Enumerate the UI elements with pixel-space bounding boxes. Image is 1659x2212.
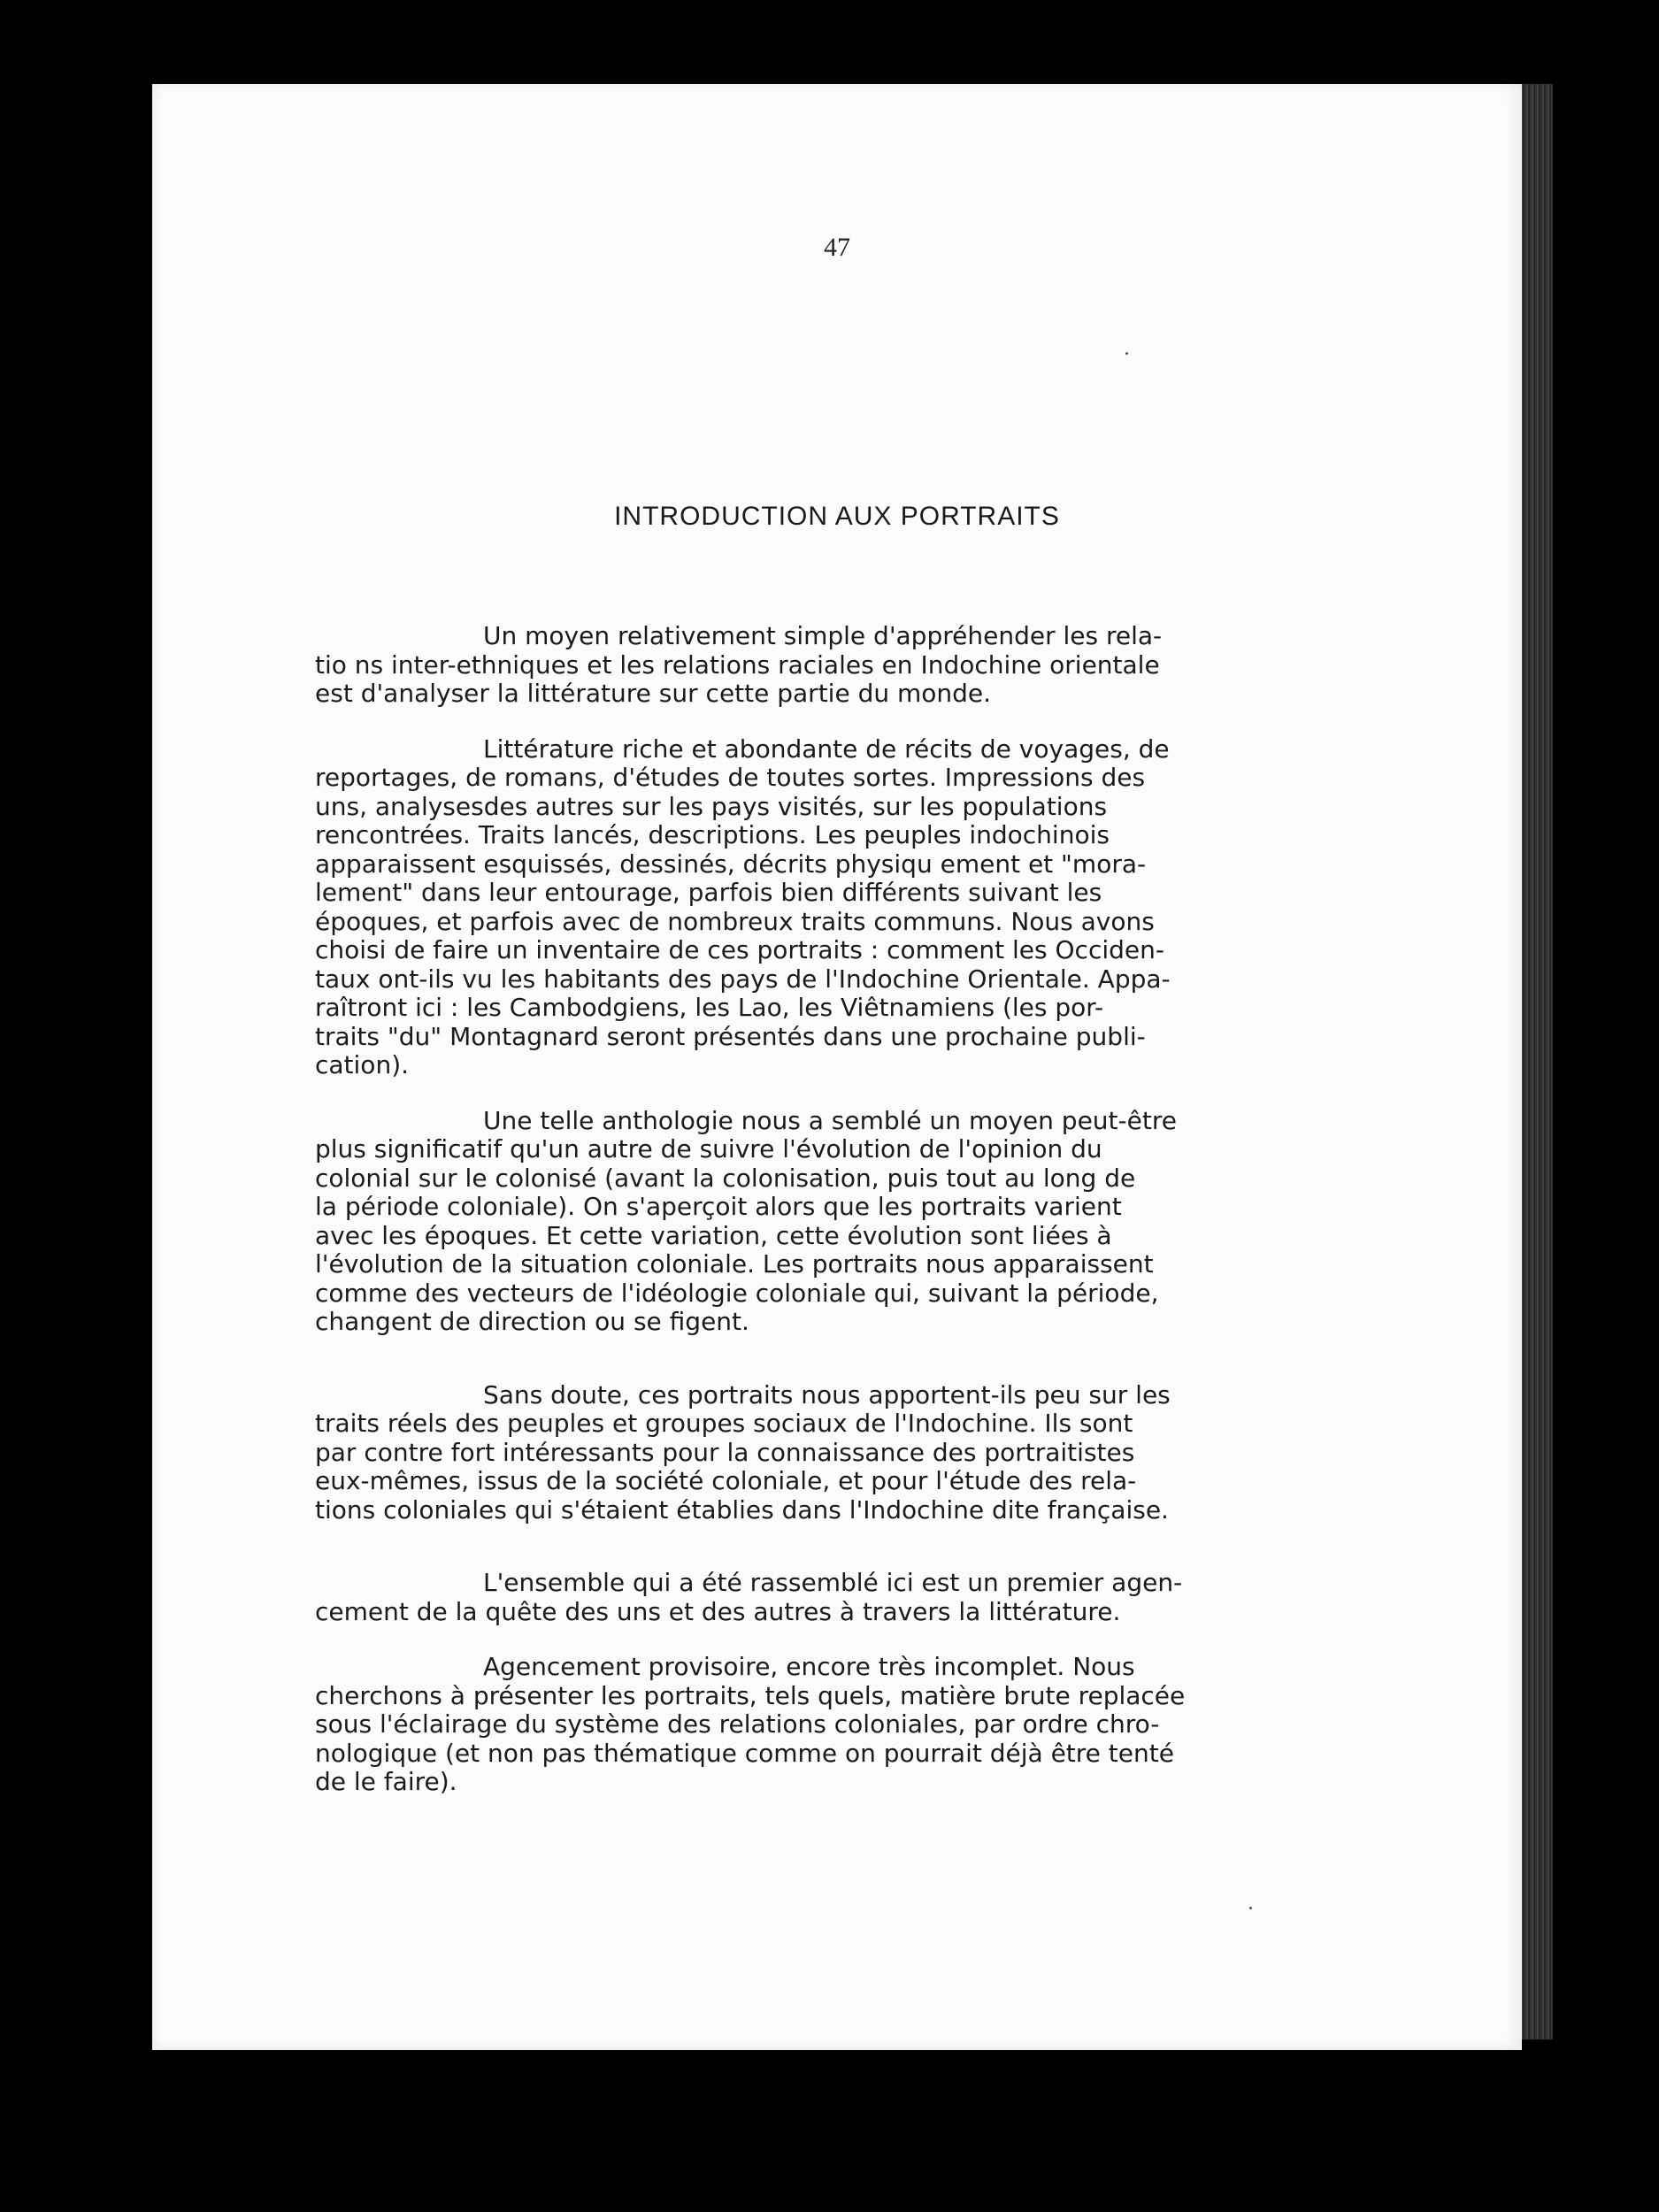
text-line: plus significatif qu'un autre de suivre l'évolution de l'opinion du <box>315 1134 1102 1164</box>
text-line: taux ont-ils vu les habitants des pays de l'Indochine Orientale. Appa- <box>315 964 1171 994</box>
text-line: uns, analysesdes autres sur les pays visités, sur les populations <box>315 791 1108 821</box>
text-line: Un moyen relativement simple d'appréhender les rela- <box>483 621 1163 650</box>
text-line: eux-mêmes, issus de la société coloniale, et pour l'étude des rela- <box>315 1466 1137 1495</box>
page-number-text: 47 <box>824 233 850 262</box>
text-line: de le faire). <box>315 1767 457 1796</box>
page-title: INTRODUCTION AUX PORTRAITS <box>614 502 1060 531</box>
text-line: lement" dans leur entourage, parfois bien différents suivant les <box>315 878 1102 907</box>
paragraph-2 <box>315 735 1340 1080</box>
text-line: cation). <box>315 1050 410 1079</box>
paper-speck <box>1125 352 1128 355</box>
text-line: Agencement provisoire, encore très incomplet. Nous <box>483 1652 1135 1681</box>
page-number <box>152 233 1522 263</box>
text-line: avec les époques. Et cette variation, cette évolution sont liées à <box>315 1220 1112 1250</box>
text-line: colonial sur le colonisé (avant la colonisation, puis tout au long de <box>315 1163 1136 1193</box>
book-page <box>152 84 1522 2050</box>
paragraph-1 <box>315 622 1340 709</box>
text-line: traits réels des peuples et groupes sociaux de l'Indochine. Ils sont <box>315 1409 1133 1438</box>
text-line: traits "du" Montagnard seront présentés dans une prochaine publi- <box>315 1021 1146 1051</box>
text-line: tions coloniales qui s'étaient établies dans l'Indochine dite française. <box>315 1494 1169 1525</box>
text-line: Littérature riche et abondante de récits de voyages, de <box>483 733 1170 764</box>
text-line: rencontrées. Traits lancés, descriptions. Les peuples indochinois <box>315 820 1110 849</box>
text-line: changent de direction ou se figent. <box>315 1307 749 1336</box>
text-line: nologique (et non pas thématique comme on pourrait déjà être tenté <box>315 1738 1174 1768</box>
text-line: cherchons à présenter les portraits, tels quels, matière brute replacée <box>315 1680 1186 1710</box>
text-line: L'ensemble qui a été rassemblé ici est un premier agen- <box>483 1568 1183 1597</box>
body-text <box>315 622 1340 1824</box>
text-line: Sans doute, ces portraits nous apportent-ils peu sur les <box>483 1379 1171 1409</box>
text-line: raîtront ici : les Cambodgiens, les Lao, les Viêtnamiens (les por- <box>315 993 1104 1022</box>
text-line: est d'analyser la littérature sur cette partie du monde. <box>315 679 992 708</box>
paragraph-4 <box>315 1381 1340 1525</box>
paragraph-5 <box>315 1569 1340 1626</box>
text-line: apparaissent esquissés, dessinés, décrits physiqu ement et "mora- <box>315 849 1147 879</box>
text-line: la période coloniale). On s'aperçoit alors que les portraits varient <box>315 1192 1122 1221</box>
text-line: comme des vecteurs de l'idéologie coloniale qui, suivant la période, <box>315 1278 1159 1308</box>
text-line: choisi de faire un inventaire de ces portraits : comment les Occiden- <box>315 935 1164 964</box>
paragraph-3 <box>315 1107 1340 1337</box>
text-line: reportages, de romans, d'études de toutes sortes. Impressions des <box>315 763 1146 792</box>
text-line: Une telle anthologie nous a semblé un moyen peut-être <box>483 1105 1177 1135</box>
text-line: cement de la quête des uns et des autres à travers la littérature. <box>315 1596 1121 1626</box>
text-line: sous l'éclairage du système des relations coloniales, par ordre chro- <box>315 1709 1160 1739</box>
text-line: par contre fort intéressants pour la connaissance des portraitistes <box>315 1437 1135 1467</box>
text-line: tio ns inter-ethniques et les relations raciales en Indochine orientale <box>315 649 1160 680</box>
text-line: époques, et parfois avec de nombreux traits communs. Nous avons <box>315 906 1155 936</box>
paper-speck <box>1249 1907 1252 1909</box>
paragraph-6 <box>315 1653 1340 1797</box>
text-line: l'évolution de la situation coloniale. Les portraits nous apparaissent <box>315 1249 1154 1279</box>
